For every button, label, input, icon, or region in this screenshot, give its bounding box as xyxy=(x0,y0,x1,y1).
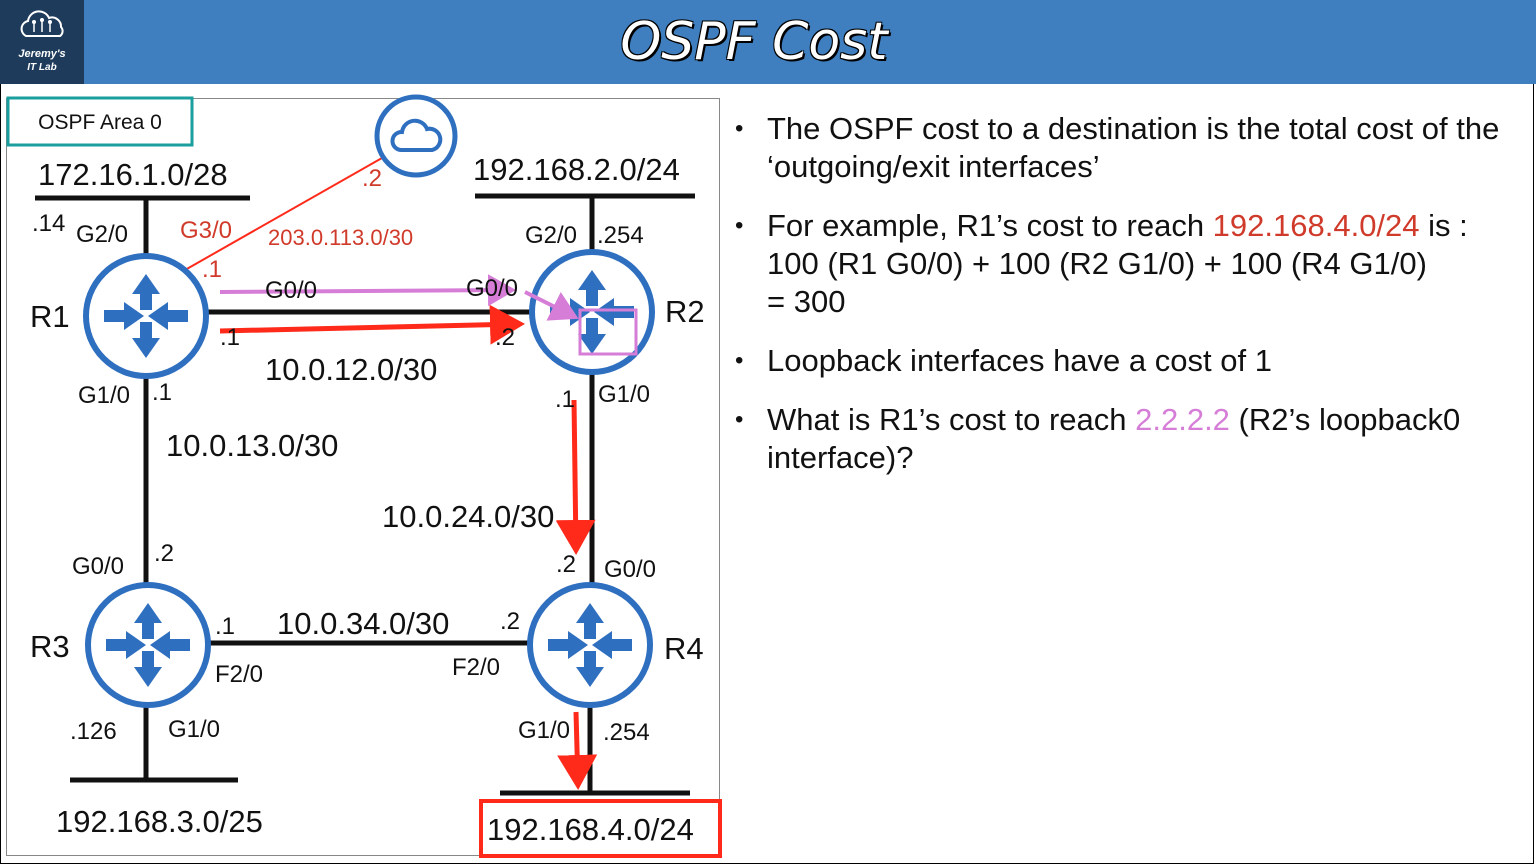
r3-g00: G0/0 xyxy=(72,553,125,580)
r3-g10: G1/0 xyxy=(168,716,221,743)
r3-name: R3 xyxy=(30,629,70,664)
path-arrow-r2-r4 xyxy=(574,400,576,550)
bullet-4-post: (R2’s loopback0 interface)? xyxy=(767,402,1461,475)
r1-dot14: .14 xyxy=(32,210,66,237)
r4-dot2-24: .2 xyxy=(556,551,577,578)
r1-dot1-13: .1 xyxy=(152,379,173,406)
r2-name: R2 xyxy=(665,294,705,329)
r4-dot254: .254 xyxy=(603,719,650,746)
bullet-3 xyxy=(735,342,1525,380)
r3-dot1-34: .1 xyxy=(215,613,236,640)
r1-g20: G2/0 xyxy=(76,221,129,248)
r1-name: R1 xyxy=(30,299,70,334)
net-192-168-3: 192.168.3.0/25 xyxy=(56,804,263,839)
router-r1[interactable] xyxy=(86,256,206,376)
net-10-0-13: 10.0.13.0/30 xyxy=(166,428,339,463)
r2-g20: G2/0 xyxy=(525,222,578,249)
r3-dot126: .126 xyxy=(70,718,117,745)
net-172-16-1: 172.16.1.0/28 xyxy=(38,157,228,192)
r4-g10: G1/0 xyxy=(518,717,571,744)
r4-name: R4 xyxy=(664,631,704,666)
bullet-4-pre: What is R1’s cost to reach xyxy=(767,402,1136,437)
bullet-2-post: is : xyxy=(1419,208,1468,243)
bullet-3-text: Loopback interfaces have a cost of 1 xyxy=(767,343,1272,378)
net-10-0-12: 10.0.12.0/30 xyxy=(265,352,438,387)
bullet-2-line3: = 300 xyxy=(767,284,846,319)
area-label: OSPF Area 0 xyxy=(38,111,162,134)
cloud-dot2: .2 xyxy=(362,165,383,192)
r2-dot1-24: .1 xyxy=(555,386,576,413)
bullet-list xyxy=(735,110,1525,498)
router-r3[interactable] xyxy=(88,585,208,705)
r1-g10: G1/0 xyxy=(78,382,131,409)
slide-title: OSPF Cost xyxy=(620,12,888,72)
logo-line1: Jeremy's xyxy=(18,48,66,60)
net-10-0-34: 10.0.34.0/30 xyxy=(277,606,450,641)
r2-g10: G1/0 xyxy=(598,381,651,408)
r1-g00: G0/0 xyxy=(265,277,318,304)
path-arrow-r4-lan xyxy=(576,712,578,785)
r1-dot1-12: .1 xyxy=(220,324,241,351)
bullet-2 xyxy=(735,207,1525,321)
path-arrow-r1-r2 xyxy=(220,324,520,331)
bullet-2-line2: 100 (R1 G0/0) + 100 (R2 G1/0) + 100 (R4 G1/0) xyxy=(767,246,1427,281)
logo-line2: IT Lab xyxy=(27,62,57,73)
r4-dot2-34: .2 xyxy=(500,608,521,635)
net-10-0-24: 10.0.24.0/30 xyxy=(382,499,555,534)
r2-g00: G0/0 xyxy=(466,275,519,302)
router-r4[interactable] xyxy=(530,585,650,705)
bullet-4 xyxy=(735,401,1525,477)
r1-dot1-inet: .1 xyxy=(202,256,223,283)
r4-g00: G0/0 xyxy=(604,556,657,583)
net-192-168-2: 192.168.2.0/24 xyxy=(473,152,680,187)
internet-cloud xyxy=(377,97,455,175)
net-203-0-113: 203.0.113.0/30 xyxy=(268,225,414,250)
bullet-2-pre: For example, R1’s cost to reach xyxy=(767,208,1213,243)
r2-dot2-12: .2 xyxy=(495,324,516,351)
r3-f20: F2/0 xyxy=(215,661,264,688)
bullet-1 xyxy=(735,110,1525,186)
r1-g30: G3/0 xyxy=(180,217,233,244)
r3-dot2: .2 xyxy=(154,540,175,567)
bullet-4-highlight: 2.2.2.2 xyxy=(1135,402,1230,437)
bullet-1-text: The OSPF cost to a destination is the total cost of the ‘outgoing/exit interfaces’ xyxy=(767,111,1500,184)
r2-dot254: .254 xyxy=(597,222,644,249)
r4-f20: F2/0 xyxy=(452,654,501,681)
bullet-2-highlight: 192.168.4.0/24 xyxy=(1212,208,1420,243)
net-192-168-4: 192.168.4.0/24 xyxy=(487,812,694,847)
